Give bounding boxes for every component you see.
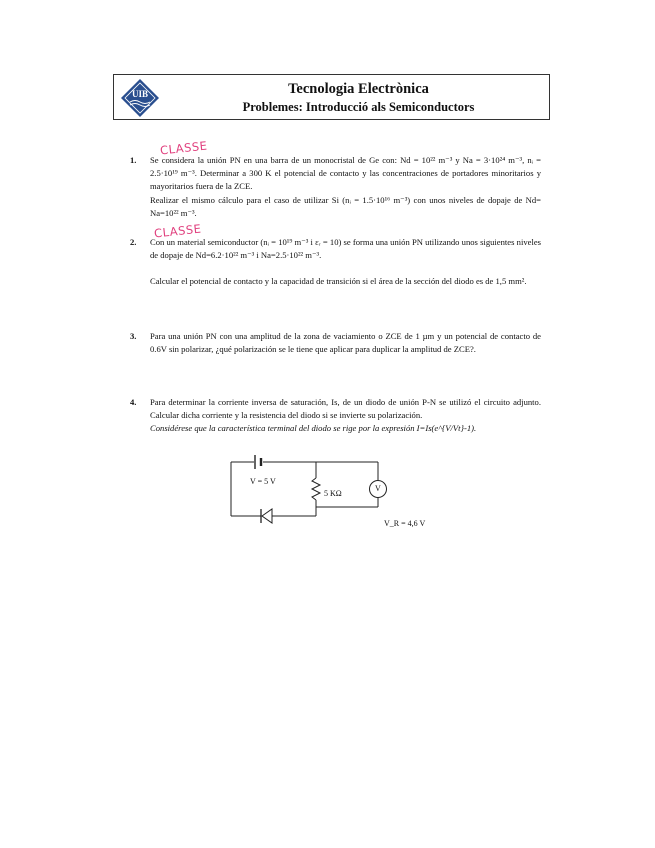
handwritten-annotation-1: CLASSE <box>159 138 209 158</box>
uib-logo-icon <box>120 78 160 118</box>
problem-3 <box>130 330 541 356</box>
problem-text: Para determinar la corriente inversa de saturación, Is, de un diodo de unión P-N se utilizó el circuito adjunto. Calcular dicha corriente y la resistencia del diodo si se invierte su polarización. <box>150 397 541 421</box>
logo-text: UIB <box>131 89 149 99</box>
problem-number: 3. <box>130 331 137 341</box>
handwritten-annotation-2: CLASSE <box>153 221 203 241</box>
problem-number: 4. <box>130 397 137 407</box>
problem-text: Para una unión PN con una amplitud de la zona de vaciamiento o ZCE de 1 µm y un potencial de contacto de 0.6V sin polarizar, ¿qué polarización se le tiene que aplicar para duplicar la amplitud de ZCE?. <box>150 331 541 355</box>
problem-text: Se considera la unión PN en una barra de un monocristal de Ge con: Nd = 10²² m⁻³ y Na = 3·10²⁴ m⁻³, nᵢ = 2.5·10¹⁹ m⁻³. Determinar a 300 K el potencial de contacto y las concentraciones de portadores minoritarios y mayoritarios fuera de la ZCE. <box>150 155 541 192</box>
problem-1 <box>130 154 541 220</box>
circuit-diagram <box>226 448 440 536</box>
document-title: Tecnologia Electrònica <box>288 81 429 97</box>
header-box <box>113 74 550 120</box>
resistor-label: 5 KΩ <box>324 489 342 498</box>
source-voltage-label: V = 5 V <box>250 477 276 486</box>
problem-italic-note: Considérese que la característica terminal del diodo se rige por la expresión I=Is(e^{V/Vt}-1). <box>150 423 477 434</box>
problem-number: 2. <box>130 237 137 247</box>
problem-2 <box>130 236 541 289</box>
document-subtitle: Problemes: Introducció als Semiconductors <box>242 100 475 114</box>
problem-4 <box>130 396 541 436</box>
problem-text: Realizar el mismo cálculo para el caso de utilizar Si (nᵢ = 1.5·10¹⁶ m⁻³) con unos niveles de dopaje de Nd= Na=10²² m⁻³. <box>150 194 541 218</box>
problem-text: Con un material semiconductor (nᵢ = 10¹⁹ m⁻³ i εᵣ = 10) se forma una unión PN utilizando unos siguientes niveles de dopaje de Nd=6.2·10²² m⁻³ i Na=2.5·10²² m⁻³. <box>150 237 541 261</box>
voltmeter-label: V <box>375 484 381 493</box>
voltmeter-reading-label: V_R = 4,6 V <box>384 519 426 528</box>
problem-number: 1. <box>130 155 137 165</box>
problem-text: Calcular el potencial de contacto y la capacidad de transición si el área de la sección del diodo es de 1,5 mm². <box>150 276 527 287</box>
